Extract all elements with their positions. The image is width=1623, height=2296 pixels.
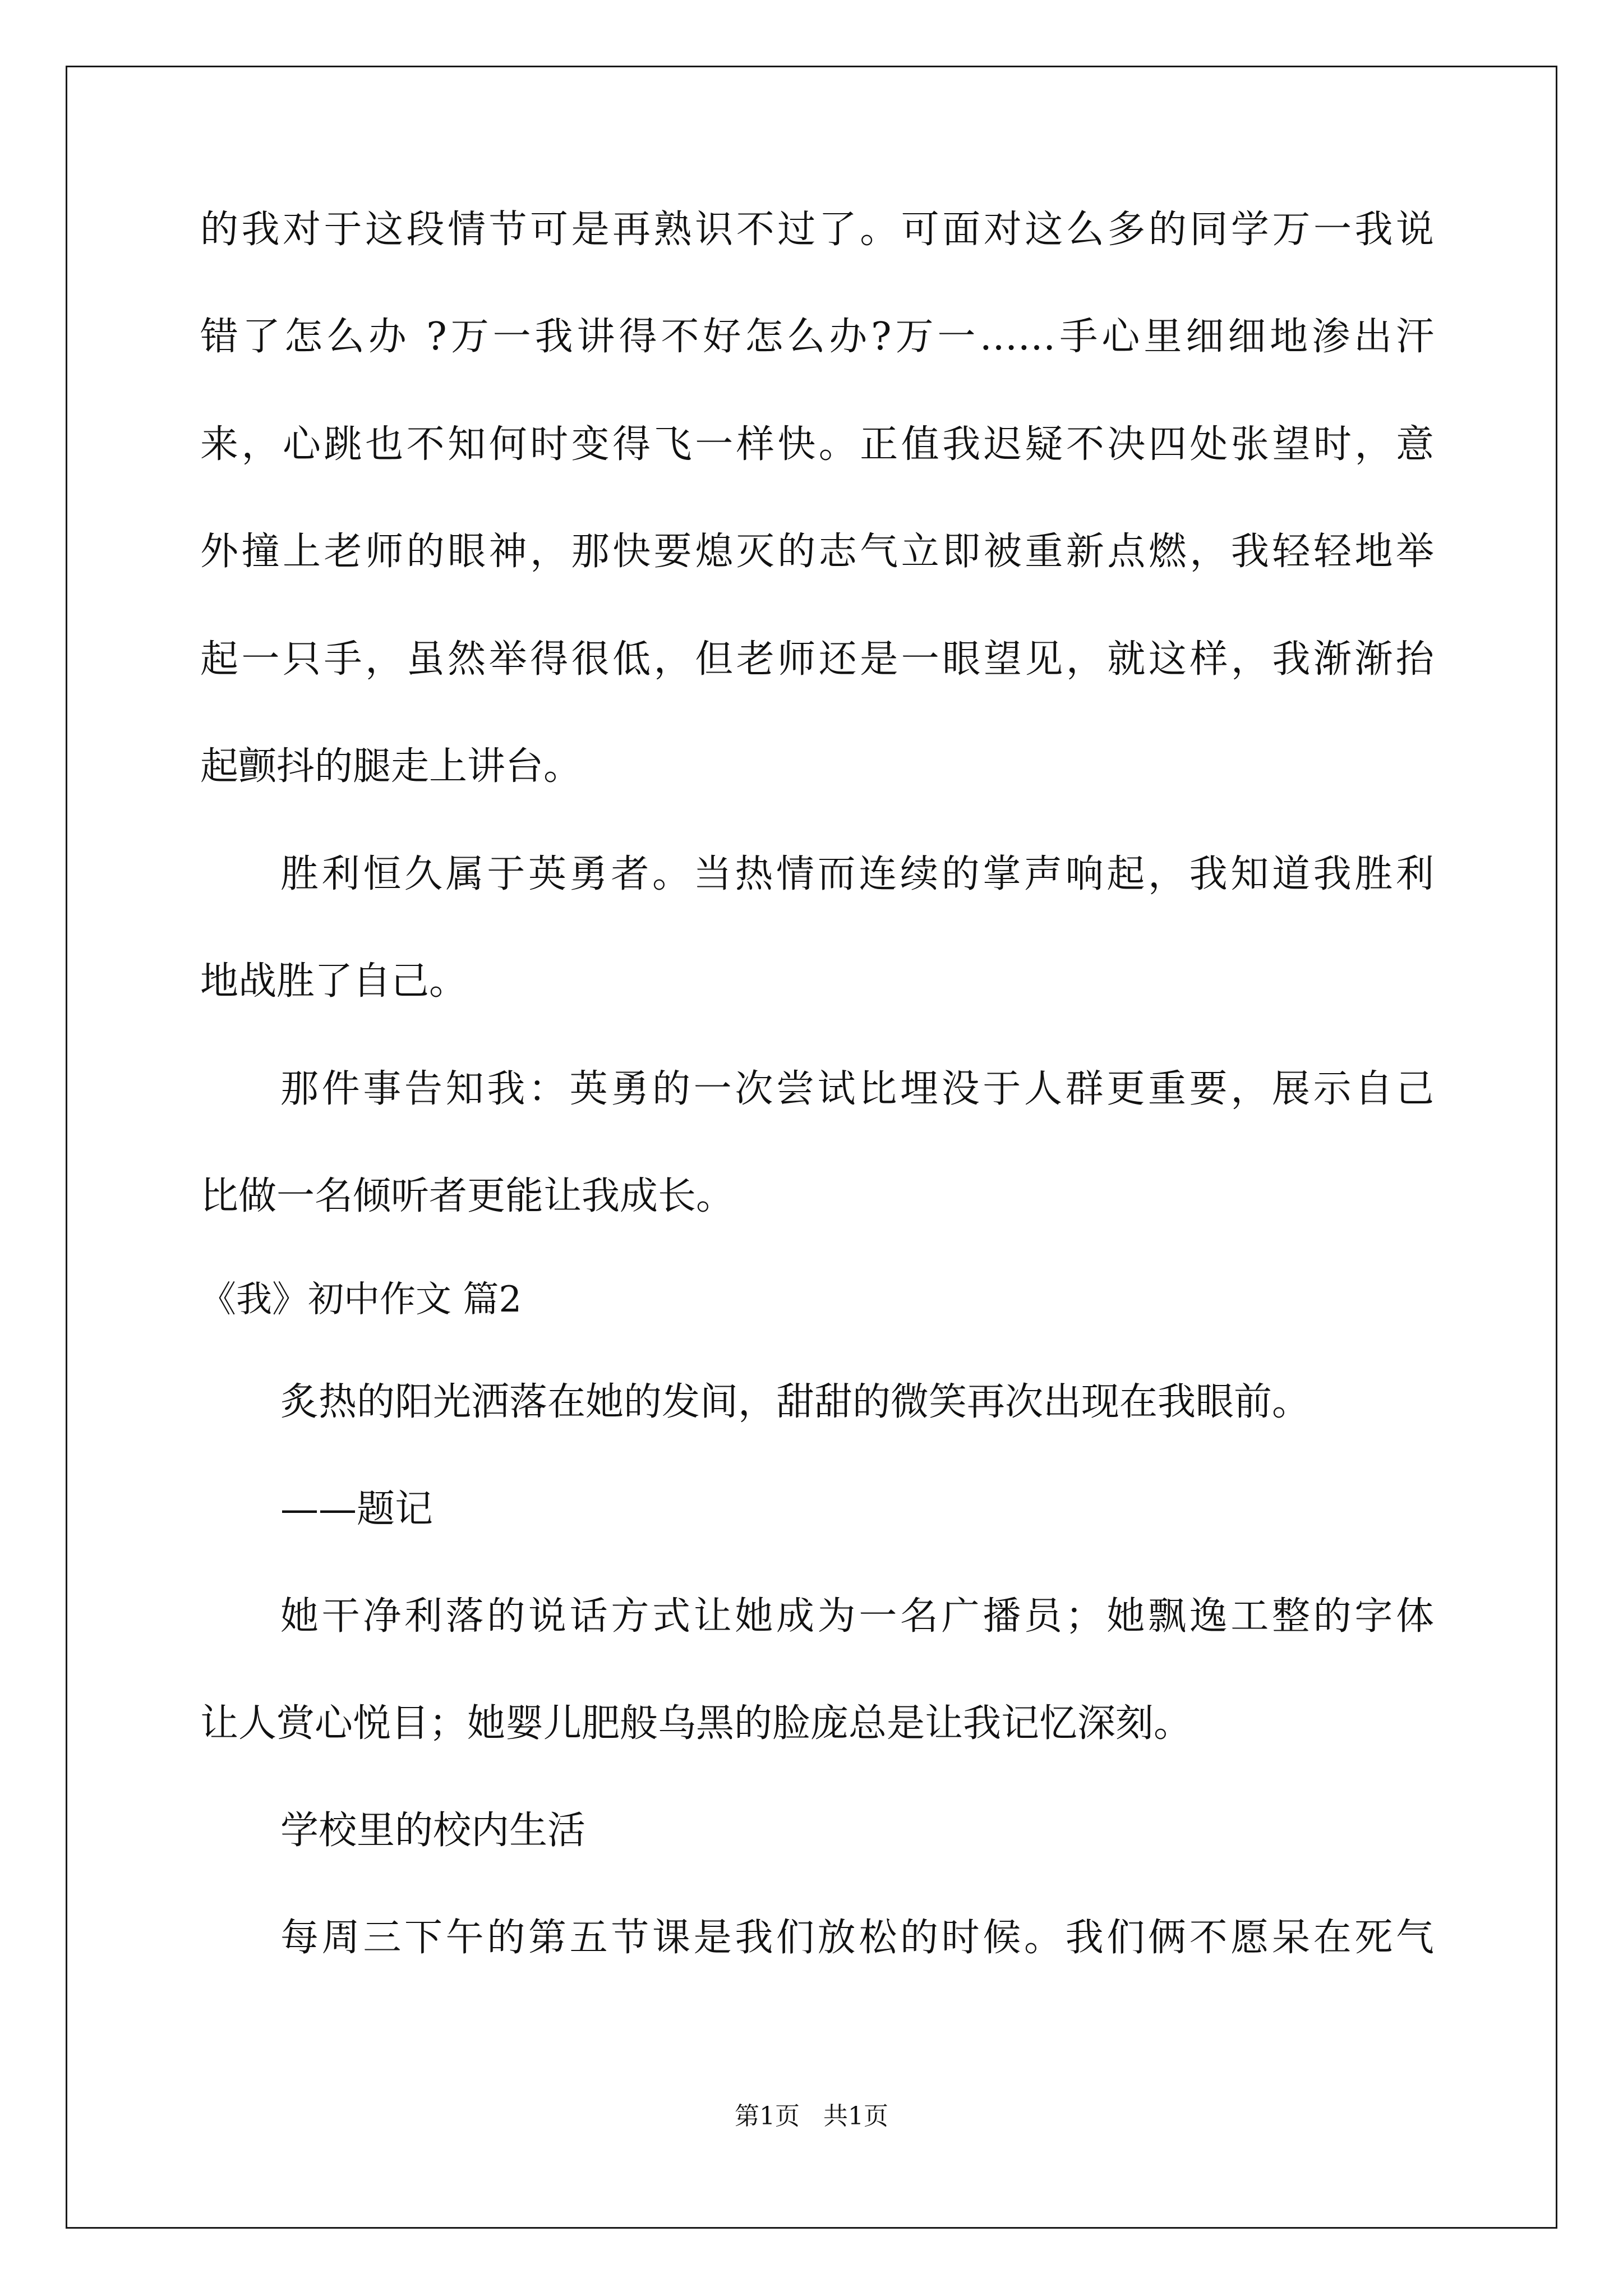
text-line-3: 来，心跳也不知何时变得飞一样快。正值我迟疑不决四处张望时，意 [200, 422, 1434, 467]
page-total: 共1页 [823, 2102, 888, 2131]
text-line-7: 胜利恒久属于英勇者。当热情而连续的掌声响起，我知道我胜利 [280, 852, 1434, 896]
document-body [200, 208, 1434, 1961]
text-line-5: 起一只手，虽然举得很低，但老师还是一眼望见，就这样，我渐渐抬 [200, 637, 1434, 682]
section-heading: 《我》初中作文 篇2 [200, 1279, 522, 1320]
text-line-2: 错了怎么办 ?万一我讲得不好怎么办?万一……手心里细细地渗出汗 [200, 315, 1434, 359]
text-line-9: 那件事告知我：英勇的一次尝试比埋没于人群更重要，展示自己 [280, 1067, 1434, 1111]
text-line-8: 地战胜了自己。 [200, 959, 468, 1004]
text-line-17: 每周三下午的第五节课是我们放松的时候。我们俩不愿呆在死气 [280, 1916, 1434, 1960]
text-line-1: 的我对于这段情节可是再熟识不过了。可面对这么多的同学万一我说 [200, 208, 1434, 252]
subheading-line: 学校里的校内生活 [280, 1809, 586, 1853]
text-line-4: 外撞上老师的眼神，那快要熄灭的志气立即被重新点燃，我轻轻地举 [200, 530, 1434, 574]
epigraph-note: ——题记 [280, 1487, 434, 1531]
text-line-6: 起颤抖的腿走上讲台。 [200, 744, 582, 789]
text-line-15: 让人赏心悦目；她婴儿肥般乌黑的脸庞总是让我记忆深刻。 [200, 1701, 1192, 1746]
page-footer [0, 2102, 1623, 2131]
text-line-12: 炙热的阳光洒落在她的发间，甜甜的微笑再次出现在我眼前。 [280, 1380, 1311, 1424]
page-number: 第1页 [735, 2102, 800, 2131]
text-line-14: 她干净利落的说话方式让她成为一名广播员；她飘逸工整的字体 [280, 1594, 1434, 1639]
text-line-10: 比做一名倾听者更能让我成长。 [200, 1174, 735, 1218]
